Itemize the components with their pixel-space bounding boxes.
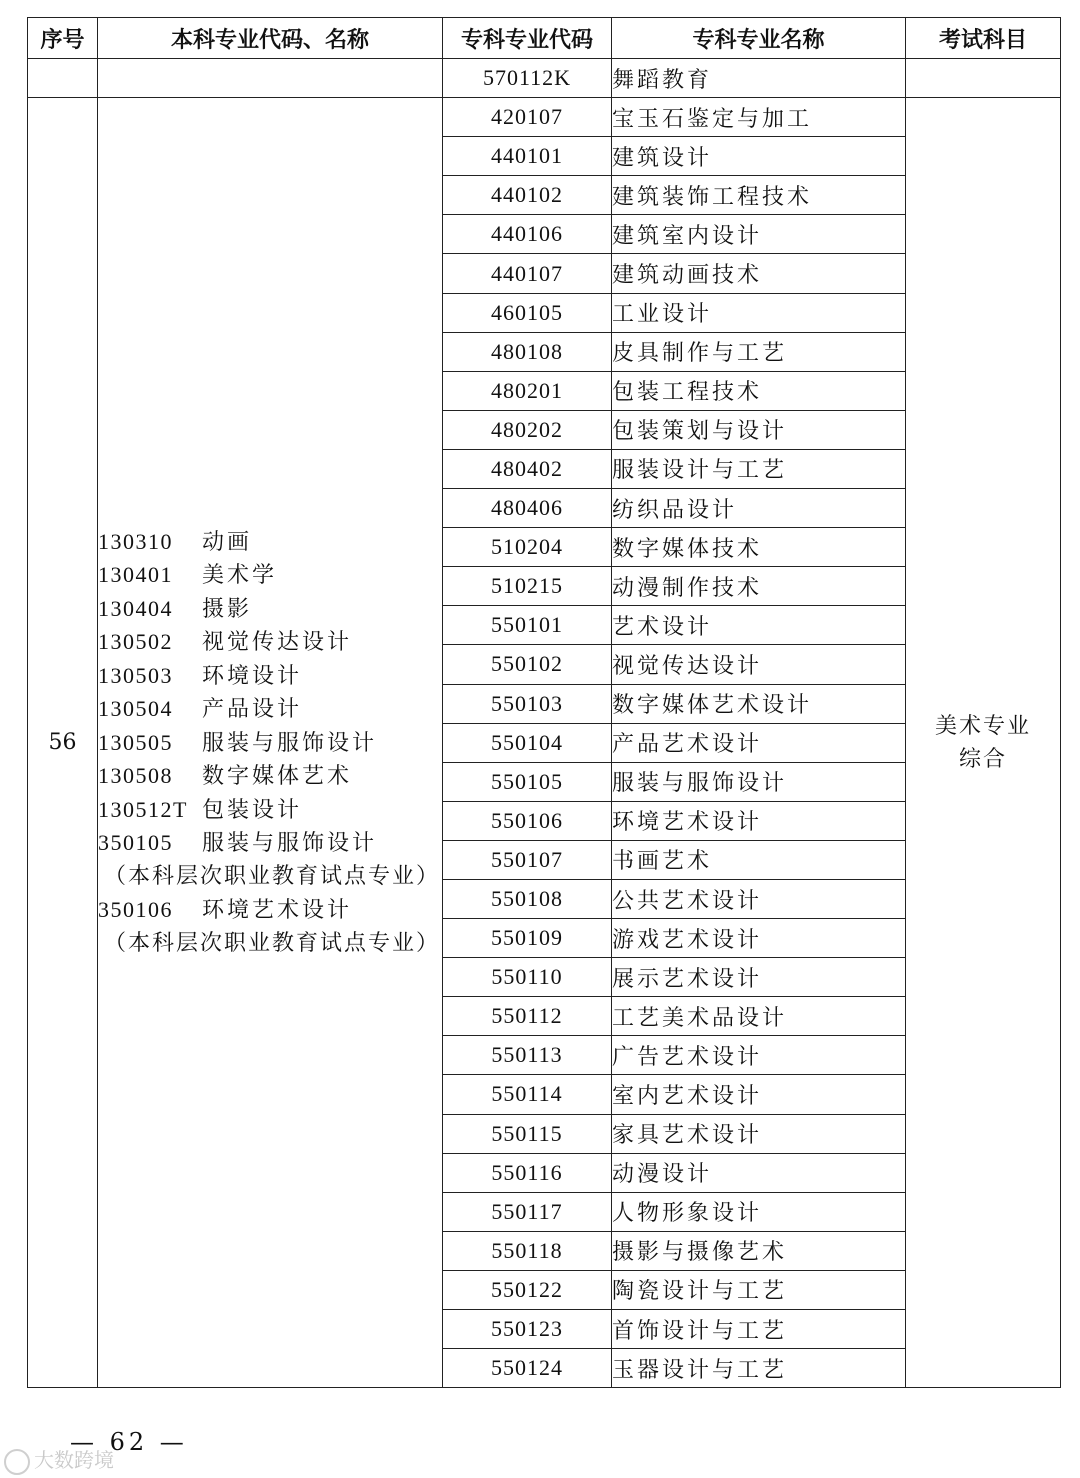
associate-name: 建筑动画技术 <box>612 254 906 293</box>
table-row <box>28 59 1061 98</box>
associate-name: 人物形象设计 <box>612 1192 906 1231</box>
header-associate-code: 专科专业代码 <box>443 18 612 59</box>
bachelor-major-item <box>98 927 442 961</box>
associate-name: 游戏艺术设计 <box>612 919 906 958</box>
associate-code: 420107 <box>443 98 612 137</box>
associate-code: 480201 <box>443 371 612 410</box>
associate-name: 服装设计与工艺 <box>612 449 906 488</box>
associate-code: 550106 <box>443 801 612 840</box>
associate-name: 环境艺术设计 <box>612 801 906 840</box>
exam-subject-line: 综合 <box>958 746 1007 772</box>
associate-code: 510215 <box>443 567 612 606</box>
associate-code: 460105 <box>443 293 612 332</box>
subject-cell <box>906 59 1061 98</box>
associate-code: 550117 <box>443 1192 612 1231</box>
associate-name: 数字媒体技术 <box>612 528 906 567</box>
header-row <box>28 18 1061 59</box>
associate-code: 550122 <box>443 1270 612 1309</box>
associate-code: 480402 <box>443 449 612 488</box>
associate-code: 550115 <box>443 1114 612 1153</box>
bachelor-major-code: 130310 <box>98 528 173 554</box>
associate-name: 宝玉石鉴定与加工 <box>612 98 906 137</box>
associate-name: 纺织品设计 <box>612 489 906 528</box>
associate-code: 550112 <box>443 997 612 1036</box>
associate-name: 公共艺术设计 <box>612 879 906 918</box>
associate-name: 展示艺术设计 <box>612 958 906 997</box>
associate-code: 550116 <box>443 1153 612 1192</box>
associate-code: 440102 <box>443 176 612 215</box>
bachelor-major-item <box>98 826 442 860</box>
associate-name: 皮具制作与工艺 <box>612 332 906 371</box>
seq-cell <box>28 59 98 98</box>
associate-code: 550107 <box>443 840 612 879</box>
associate-code: 550108 <box>443 879 612 918</box>
bachelor-major-code: 350105 <box>98 830 173 856</box>
associate-name: 工业设计 <box>612 293 906 332</box>
bachelor-major-code: 130404 <box>98 595 173 621</box>
bachelor-major-code: 130508 <box>98 763 173 789</box>
exam-subject-line: 美术专业 <box>934 713 1031 739</box>
bachelor-major-item <box>98 625 442 659</box>
watermark-logo-icon <box>4 1449 30 1475</box>
associate-code: 550124 <box>443 1349 612 1388</box>
associate-code: 550105 <box>443 762 612 801</box>
bachelor-major-name: 服装与服饰设计 <box>202 831 378 857</box>
associate-code: 550118 <box>443 1231 612 1270</box>
associate-code: 550123 <box>443 1310 612 1349</box>
watermark-text: 大数跨境 <box>34 1448 114 1472</box>
associate-name: 服装与服饰设计 <box>612 762 906 801</box>
exam-subject <box>906 98 1061 1388</box>
associate-code: 550113 <box>443 1036 612 1075</box>
watermark <box>4 1444 114 1475</box>
associate-name: 动漫设计 <box>612 1153 906 1192</box>
associate-name: 广告艺术设计 <box>612 1036 906 1075</box>
bachelor-major-code: 350106 <box>98 897 173 923</box>
bachelor-major-item <box>98 759 442 793</box>
bachelor-major-item <box>98 659 442 693</box>
associate-name: 建筑装饰工程技术 <box>612 176 906 215</box>
associate-code: 570112K <box>443 59 612 98</box>
bachelor-major-name: 环境设计 <box>202 663 303 689</box>
associate-code: 440106 <box>443 215 612 254</box>
associate-name: 工艺美术品设计 <box>612 997 906 1036</box>
bachelor-major-code: 130503 <box>98 662 173 688</box>
associate-name: 包装工程技术 <box>612 371 906 410</box>
associate-code: 550109 <box>443 919 612 958</box>
major-table <box>27 17 1061 1388</box>
associate-name: 建筑设计 <box>612 137 906 176</box>
associate-code: 440107 <box>443 254 612 293</box>
bachelor-major-code: 130505 <box>98 729 173 755</box>
bachelor-major-code: 130512T <box>98 796 188 822</box>
bachelor-major-item <box>98 726 442 760</box>
bachelor-major-name: 产品设计 <box>202 697 303 723</box>
bachelor-major-name: 环境艺术设计 <box>202 898 353 924</box>
associate-code: 550110 <box>443 958 612 997</box>
associate-name: 包装策划与设计 <box>612 410 906 449</box>
associate-code: 550103 <box>443 684 612 723</box>
bachelor-major-name: 包装设计 <box>202 797 303 823</box>
associate-name: 建筑室内设计 <box>612 215 906 254</box>
associate-name: 舞蹈教育 <box>612 59 906 98</box>
associate-code: 480202 <box>443 410 612 449</box>
header-associate-name: 专科专业名称 <box>612 18 906 59</box>
header-seq: 序号 <box>28 18 98 59</box>
header-bachelor: 本科专业代码、名称 <box>98 18 443 59</box>
associate-name: 数字媒体艺术设计 <box>612 684 906 723</box>
associate-code: 550102 <box>443 645 612 684</box>
bachelor-major-name: 美术学 <box>202 563 278 589</box>
bachelor-major-item <box>98 793 442 827</box>
associate-code: 480406 <box>443 489 612 528</box>
bachelor-majors <box>98 98 443 1388</box>
associate-name: 室内艺术设计 <box>612 1075 906 1114</box>
associate-name: 玉器设计与工艺 <box>612 1349 906 1388</box>
bachelor-major-item <box>98 860 442 894</box>
bachelor-major-name: 服装与服饰设计 <box>202 730 378 756</box>
associate-name: 书画艺术 <box>612 840 906 879</box>
seq-number: 56 <box>28 98 98 1388</box>
associate-name: 家具艺术设计 <box>612 1114 906 1153</box>
bachelor-major-name: 视觉传达设计 <box>202 630 353 656</box>
associate-name: 艺术设计 <box>612 606 906 645</box>
bachelor-major-code: 130504 <box>98 696 173 722</box>
bachelor-major-note: （本科层次职业教育试点专业） <box>104 863 441 889</box>
bachelor-major-item <box>98 893 442 927</box>
associate-name: 产品艺术设计 <box>612 723 906 762</box>
associate-code: 550101 <box>443 606 612 645</box>
associate-name: 摄影与摄像艺术 <box>612 1231 906 1270</box>
bachelor-major-code: 130502 <box>98 629 173 655</box>
header-exam-subject: 考试科目 <box>906 18 1061 59</box>
associate-code: 550104 <box>443 723 612 762</box>
associate-code: 550114 <box>443 1075 612 1114</box>
bachelor-major-name: 摄影 <box>202 596 253 622</box>
bachelor-major-name: 数字媒体艺术 <box>202 764 353 790</box>
page-number: — 62 — <box>70 1428 188 1456</box>
bachelor-cell <box>98 59 443 98</box>
associate-name: 首饰设计与工艺 <box>612 1310 906 1349</box>
associate-name: 动漫制作技术 <box>612 567 906 606</box>
bachelor-major-name: 动画 <box>202 529 253 555</box>
bachelor-major-note: （本科层次职业教育试点专业） <box>104 930 441 956</box>
associate-name: 陶瓷设计与工艺 <box>612 1270 906 1309</box>
associate-code: 440101 <box>443 137 612 176</box>
associate-name: 视觉传达设计 <box>612 645 906 684</box>
associate-code: 510204 <box>443 528 612 567</box>
bachelor-major-item <box>98 558 442 592</box>
bachelor-major-item <box>98 692 442 726</box>
bachelor-major-item <box>98 592 442 626</box>
table-row <box>28 98 1061 137</box>
bachelor-major-code: 130401 <box>98 562 173 588</box>
bachelor-major-item <box>98 525 442 559</box>
associate-code: 480108 <box>443 332 612 371</box>
